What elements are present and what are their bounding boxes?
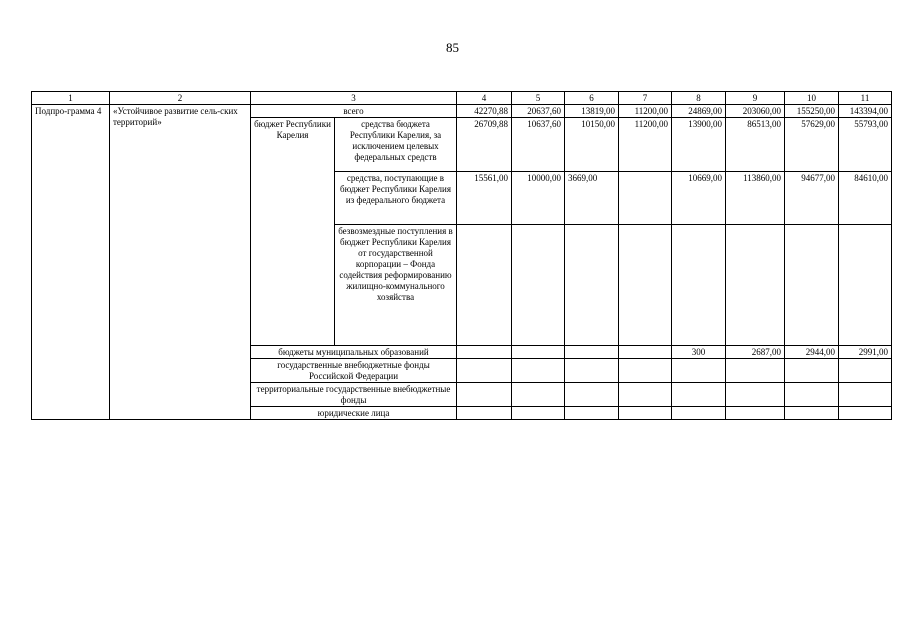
legal-entities-value-9 [726, 407, 785, 420]
subprogram-label: Подпро-грамма 4 [32, 105, 110, 420]
col-number-4: 4 [457, 92, 512, 105]
territorial-funds-value-6 [565, 383, 619, 407]
municipal-value-6 [565, 346, 619, 359]
state-funds-value-10 [785, 359, 839, 383]
total-value-5: 20637,60 [512, 105, 565, 118]
municipal-value-5 [512, 346, 565, 359]
fund-reform-value-11 [839, 225, 892, 346]
table-row-total [32, 105, 892, 118]
federal-funds-value-9: 113860,00 [726, 172, 785, 225]
row-label-legal-entities: юридические лица [251, 407, 457, 420]
state-funds-value-5 [512, 359, 565, 383]
own-funds-value-7: 11200,00 [619, 118, 672, 172]
subprogram-name: «Устойчивое развитие сель-ских территорий» [110, 105, 251, 420]
row-label-federal-funds: средства, поступающие в бюджет Республики Карелия из федерального бюджета [335, 172, 457, 225]
federal-funds-value-10: 94677,00 [785, 172, 839, 225]
own-funds-value-8: 13900,00 [672, 118, 726, 172]
col-number-11: 11 [839, 92, 892, 105]
legal-entities-value-6 [565, 407, 619, 420]
territorial-funds-value-11 [839, 383, 892, 407]
state-funds-value-4 [457, 359, 512, 383]
municipal-value-8: 300 [672, 346, 726, 359]
col-number-6: 6 [565, 92, 619, 105]
federal-funds-value-7 [619, 172, 672, 225]
federal-funds-value-4: 15561,00 [457, 172, 512, 225]
total-value-6: 13819,00 [565, 105, 619, 118]
col-number-10: 10 [785, 92, 839, 105]
territorial-funds-value-9 [726, 383, 785, 407]
budget-table [31, 91, 892, 420]
federal-funds-value-6: 3669,00 [565, 172, 619, 225]
col-number-3: 3 [251, 92, 457, 105]
fund-reform-value-6 [565, 225, 619, 346]
legal-entities-value-8 [672, 407, 726, 420]
col-number-2: 2 [110, 92, 251, 105]
federal-funds-value-5: 10000,00 [512, 172, 565, 225]
legal-entities-value-4 [457, 407, 512, 420]
page-number: 85 [446, 40, 459, 55]
municipal-value-4 [457, 346, 512, 359]
fund-reform-value-4 [457, 225, 512, 346]
own-funds-value-9: 86513,00 [726, 118, 785, 172]
own-funds-value-6: 10150,00 [565, 118, 619, 172]
state-funds-value-7 [619, 359, 672, 383]
legal-entities-value-5 [512, 407, 565, 420]
territorial-funds-value-7 [619, 383, 672, 407]
legal-entities-value-11 [839, 407, 892, 420]
federal-funds-value-8: 10669,00 [672, 172, 726, 225]
territorial-funds-value-10 [785, 383, 839, 407]
republic-budget-label: бюджет Республики Карелия [251, 118, 335, 346]
total-value-11: 143394,00 [839, 105, 892, 118]
legal-entities-value-7 [619, 407, 672, 420]
territorial-funds-value-5 [512, 383, 565, 407]
state-funds-value-6 [565, 359, 619, 383]
total-value-10: 155250,00 [785, 105, 839, 118]
territorial-funds-value-8 [672, 383, 726, 407]
row-label-state-funds: государственные внебюджетные фонды Российской Федерации [251, 359, 457, 383]
fund-reform-value-8 [672, 225, 726, 346]
total-value-8: 24869,00 [672, 105, 726, 118]
row-label-total: всего [251, 105, 457, 118]
col-number-9: 9 [726, 92, 785, 105]
fund-reform-value-9 [726, 225, 785, 346]
state-funds-value-8 [672, 359, 726, 383]
total-value-7: 11200,00 [619, 105, 672, 118]
federal-funds-value-11: 84610,00 [839, 172, 892, 225]
col-number-5: 5 [512, 92, 565, 105]
state-funds-value-9 [726, 359, 785, 383]
col-number-8: 8 [672, 92, 726, 105]
own-funds-value-4: 26709,88 [457, 118, 512, 172]
fund-reform-value-10 [785, 225, 839, 346]
row-label-territorial-funds: территориальные государственные внебюджетные фонды [251, 383, 457, 407]
total-value-9: 203060,00 [726, 105, 785, 118]
municipal-value-7 [619, 346, 672, 359]
col-number-7: 7 [619, 92, 672, 105]
row-label-fund-reform: безвозмездные поступления в бюджет Республики Карелия от государственной корпорации – Фонда содействия реформированию жилищно-коммунального хозяйства [335, 225, 457, 346]
fund-reform-value-7 [619, 225, 672, 346]
municipal-value-9: 2687,00 [726, 346, 785, 359]
own-funds-value-10: 57629,00 [785, 118, 839, 172]
fund-reform-value-5 [512, 225, 565, 346]
total-value-4: 42270,88 [457, 105, 512, 118]
col-number-1: 1 [32, 92, 110, 105]
legal-entities-value-10 [785, 407, 839, 420]
column-number-row [32, 92, 892, 105]
row-label-own-funds: средства бюджета Республики Карелия, за исключением целевых федеральных средств [335, 118, 457, 172]
territorial-funds-value-4 [457, 383, 512, 407]
municipal-value-11: 2991,00 [839, 346, 892, 359]
municipal-value-10: 2944,00 [785, 346, 839, 359]
state-funds-value-11 [839, 359, 892, 383]
own-funds-value-11: 55793,00 [839, 118, 892, 172]
row-label-municipal: бюджеты муниципальных образований [251, 346, 457, 359]
own-funds-value-5: 10637,60 [512, 118, 565, 172]
